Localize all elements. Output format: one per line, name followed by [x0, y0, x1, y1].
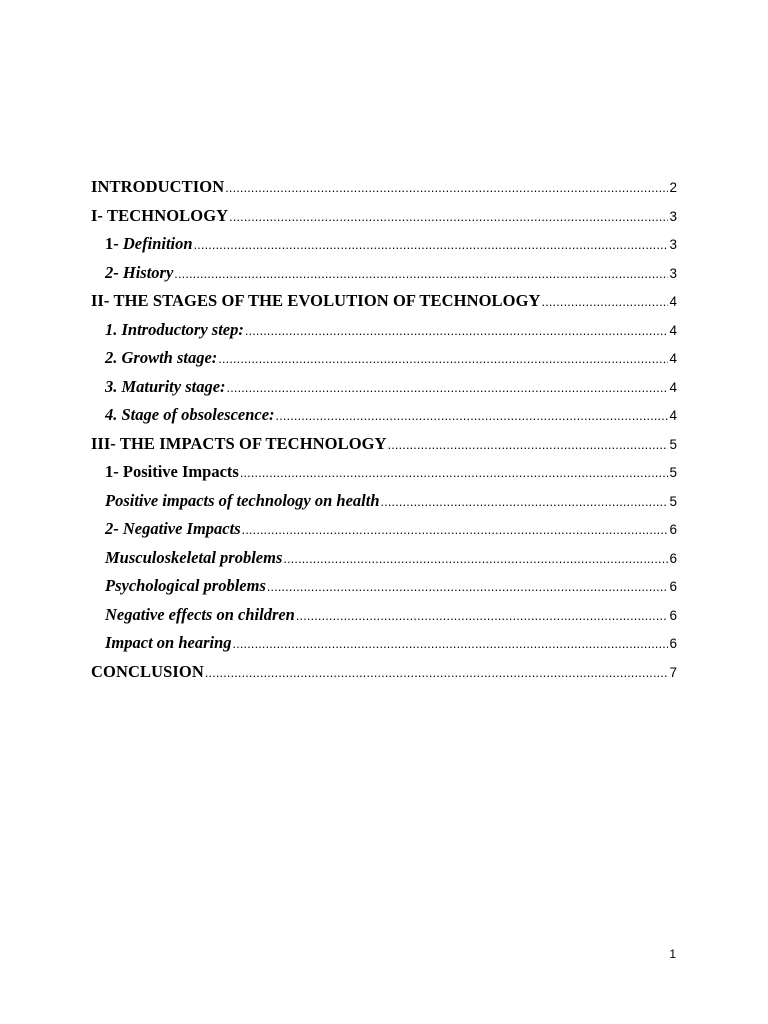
toc-entry-text: TECHNOLOGY	[107, 205, 229, 225]
toc-entry-title	[105, 344, 217, 373]
toc-entry-text: 3. Maturity stage:	[105, 376, 226, 396]
toc-entry-title	[105, 544, 282, 573]
toc-entry-text: INTRODUCTION	[91, 177, 225, 196]
dot-leader	[242, 516, 669, 545]
toc-entry-text: 4. Stage of obsolescence:	[105, 405, 275, 424]
toc-entry-title	[105, 515, 241, 544]
toc-entry-page-number: 7	[669, 664, 677, 680]
toc-entry-musculoskeletal-problems[interactable]	[91, 544, 677, 573]
toc-entry-psychological-problems[interactable]	[91, 572, 677, 601]
dot-leader	[245, 317, 669, 346]
toc-entry-page-number: 5	[669, 493, 677, 509]
toc-entry-page-number: 2	[669, 180, 677, 195]
dot-leader	[194, 231, 669, 260]
toc-entry-text: THE STAGES OF THE EVOLUTION OF TECHNOLOGY	[113, 291, 541, 310]
toc-entry-technology[interactable]	[91, 202, 677, 231]
toc-entry-text: 2- History	[105, 262, 174, 282]
toc-entry-prefix: III-	[91, 433, 120, 453]
dot-leader	[205, 659, 669, 688]
dot-leader	[283, 545, 668, 574]
toc-entry-page-number: 4	[669, 379, 677, 395]
footer-page-number: 1	[669, 947, 676, 961]
toc-entry-page-number: 4	[669, 294, 677, 309]
dot-leader	[388, 431, 669, 460]
dot-leader	[227, 374, 669, 403]
toc-entry-text: 2. Growth stage:	[105, 348, 218, 367]
toc-entry-title	[105, 487, 380, 516]
toc-entry-title	[105, 601, 295, 630]
toc-entry-text: Negative effects on children	[105, 604, 295, 624]
dot-leader	[542, 288, 669, 317]
toc-entry-prefix: I-	[91, 205, 108, 225]
dot-leader	[296, 602, 669, 631]
toc-entry-text: 1. Introductory step:	[105, 319, 244, 339]
toc-entry-text: Positive Impacts	[122, 462, 239, 481]
toc-entry-text: Psychological problems	[105, 576, 266, 595]
toc-entry-title	[91, 202, 228, 231]
toc-entry-text: CONCLUSION	[91, 661, 204, 681]
dot-leader	[267, 573, 669, 602]
dot-leader	[218, 345, 668, 374]
toc-entry-page-number: 6	[669, 579, 677, 594]
toc-entry-stages-of-evolution[interactable]	[91, 287, 677, 316]
toc-entry-page-number: 5	[669, 436, 677, 452]
toc-entry-page-number: 3	[669, 237, 677, 252]
toc-entry-text: Positive impacts of technology on health	[105, 490, 380, 510]
toc-entry-stage-of-obsolescence[interactable]	[91, 401, 677, 430]
toc-entry-introduction[interactable]	[91, 173, 677, 202]
toc-entry-positive-impacts-on-health[interactable]	[91, 487, 677, 516]
dot-leader	[225, 174, 668, 203]
toc-entry-page-number: 3	[669, 208, 677, 224]
toc-entry-prefix: 1-	[105, 234, 123, 253]
toc-entry-negative-effects-on-children[interactable]	[91, 601, 677, 630]
toc-entry-page-number: 5	[669, 465, 677, 480]
toc-entry-conclusion[interactable]	[91, 658, 677, 687]
dot-leader	[233, 630, 669, 659]
dot-leader	[174, 260, 668, 289]
toc-entry-text: Definition	[122, 234, 193, 253]
toc-entry-title	[91, 430, 387, 459]
toc-entry-prefix: II-	[91, 291, 114, 310]
toc-entry-title	[105, 259, 173, 288]
toc-entry-title	[91, 287, 541, 316]
toc-entry-page-number: 4	[669, 351, 677, 366]
toc-entry-title	[105, 572, 266, 601]
toc-entry-introductory-step[interactable]	[91, 316, 677, 345]
dot-leader	[229, 203, 668, 232]
dot-leader	[240, 459, 669, 488]
toc-entry-title	[105, 458, 239, 487]
toc-entry-growth-stage[interactable]	[91, 344, 677, 373]
toc-entry-page-number: 4	[669, 408, 677, 423]
dot-leader	[276, 402, 669, 431]
toc-entry-title	[105, 230, 193, 259]
toc-entry-title	[91, 658, 204, 687]
toc-entry-negative-impacts[interactable]	[91, 515, 677, 544]
toc-entry-page-number: 6	[669, 607, 677, 623]
dot-leader	[381, 488, 669, 517]
toc-entry-title	[91, 173, 224, 202]
toc-entry-page-number: 3	[669, 265, 677, 281]
toc-entry-page-number: 6	[669, 636, 677, 651]
toc-entry-title	[105, 629, 232, 658]
toc-entry-history[interactable]	[91, 259, 677, 288]
toc-entry-title	[105, 316, 244, 345]
table-of-contents	[91, 173, 677, 686]
toc-entry-page-number: 6	[669, 522, 677, 537]
toc-entry-impact-on-hearing[interactable]	[91, 629, 677, 658]
toc-entry-maturity-stage[interactable]	[91, 373, 677, 402]
toc-entry-page-number: 4	[669, 322, 677, 338]
toc-entry-title	[105, 373, 226, 402]
toc-entry-positive-impacts[interactable]	[91, 458, 677, 487]
toc-entry-impacts-of-technology[interactable]	[91, 430, 677, 459]
toc-entry-text: 2- Negative Impacts	[105, 519, 241, 538]
toc-entry-prefix: 1-	[105, 462, 123, 481]
toc-entry-title	[105, 401, 275, 430]
toc-entry-text: THE IMPACTS OF TECHNOLOGY	[119, 433, 387, 453]
toc-entry-text: Impact on hearing	[105, 633, 232, 652]
toc-entry-text: Musculoskeletal problems	[105, 547, 283, 567]
toc-entry-definition[interactable]	[91, 230, 677, 259]
toc-entry-page-number: 6	[669, 550, 677, 566]
